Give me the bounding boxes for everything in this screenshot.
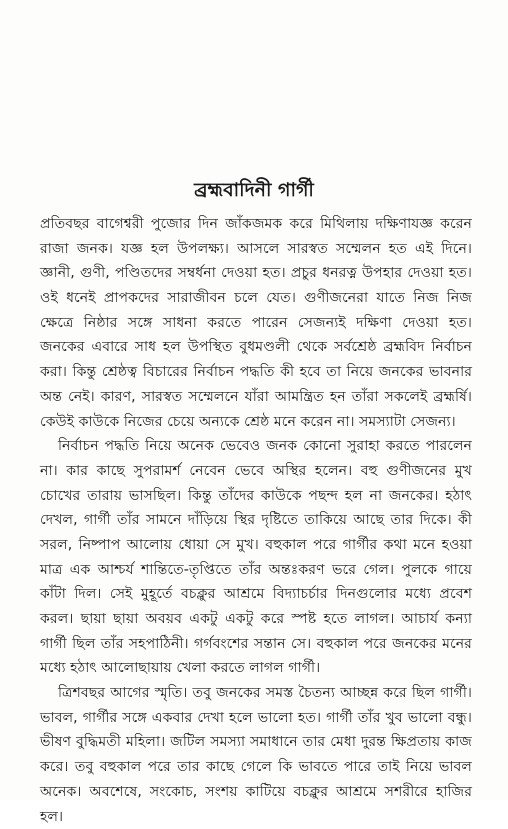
text-line: গার্গী ছিল তাঁর সহপাঠিনী। গর্গবংশের সন্তান সে। বহুকাল পরে জনকের মনের <box>40 632 472 657</box>
text-line: দেখল, গার্গী তাঁর সামনে দাঁড়িয়ে স্থির দৃষ্টিতে তাকিয়ে আছে তার দিকে। কী <box>40 508 472 533</box>
paragraph-1 <box>40 212 472 434</box>
text-line: চোখের তারায় ভাসছিল। কিন্তু তাঁদের কাউকে পছন্দ হল না জনকের। হঠাৎ <box>40 484 472 509</box>
text-line: মাত্র এক আশ্চর্য শান্তিতে-তৃপ্তিতে তাঁর অন্তঃকরণ ভরে গেল। পুলকে গায়ে <box>40 558 472 583</box>
text-line: নির্বাচন পদ্ধতি নিয়ে অনেক ভেবেও জনক কোনো সুরাহা করতে পারলেন <box>40 434 472 459</box>
text-line: জ্ঞানী, গুণী, পণ্ডিতদের সম্বর্ধনা দেওয়া হত। প্রচুর ধনরত্ন উপহার দেওয়া হত। <box>40 261 472 286</box>
text-line: মধ্যে হঠাৎ আলোছায়ায় খেলা করতে লাগল গার্গী। <box>40 656 472 681</box>
chapter-title: ব্রহ্মবাদিনী গার্গী <box>0 178 508 202</box>
text-line: ভাবল, গার্গীর সঙ্গে একবার দেখা হলে ভালো হত। গার্গী তাঁর খুব ভালো বন্ধু। <box>40 706 472 731</box>
text-line: ভীষণ বুদ্ধিমতী মহিলা। জটিল সমস্যা সমাধানে তার মেধা দুরন্ত ক্ষিপ্রতায় কাজ <box>40 730 472 755</box>
text-line: হল। <box>40 805 472 829</box>
text-line: করল। ছায়া ছায়া অবয়ব একটু একটু করে স্পষ্ট হতে লাগল। আচার্য কন্যা <box>40 607 472 632</box>
text-line: অন্ত নেই। কারণ, সারস্বত সম্মেলনে যাঁরা আমন্ত্রিত হন তাঁরা সকলেই ব্রহ্মর্ষি। <box>40 385 472 410</box>
paragraph-3 <box>40 681 472 829</box>
text-line: কেউই কাউকে নিজের চেয়ে অন্যকে শ্রেষ্ঠ মনে করেন না। সমস্যাটা সেজন্য। <box>40 410 472 435</box>
paragraph-2 <box>40 434 472 681</box>
chapter-body <box>40 212 472 829</box>
text-line: ক্ষেত্রে নিষ্ঠার সঙ্গে সাধনা করতে পারেন সেজন্যই দক্ষিণা দেওয়া হত। <box>40 311 472 336</box>
text-line: সরল, নিষ্পাপ আলোয় ধোয়া সে মুখ। বহুকাল পরে গার্গীর কথা মনে হওয়া <box>40 533 472 558</box>
text-line: জনকের এবারে সাধ হল উপস্থিত বুধমণ্ডলী থেকে সর্বশ্রেষ্ঠ ব্রহ্মবিদ নির্বাচন <box>40 335 472 360</box>
text-line: ত্রিশবছর আগের স্মৃতি। তবু জনকের সমস্ত চৈতন্য আচ্ছন্ন করে ছিল গার্গী। <box>40 681 472 706</box>
text-line: না। কার কাছে সুপরামর্শ নেবেন ভেবে অস্থির হলেন। বহু গুণীজনের মুখ <box>40 459 472 484</box>
text-line: রাজা জনক। যজ্ঞ হল উপলক্ষ্য। আসলে সারস্বত সম্মেলন হত এই দিনে। <box>40 237 472 262</box>
text-line: কাঁটা দিল। সেই মুহূর্তে বচক্লুর আশ্রমে বিদ্যাচর্চার দিনগুলোর মধ্যে প্রবেশ <box>40 582 472 607</box>
text-line: করা। কিন্তু শ্রেষ্ঠত্ব বিচারের নির্বাচন পদ্ধতি কী হবে তা নিয়ে জনকের ভাবনার <box>40 360 472 385</box>
text-line: প্রতিবছর বাগেশ্বরী পুজোর দিন জাঁকজমক করে মিথিলায় দক্ষিণাযজ্ঞ করেন <box>40 212 472 237</box>
text-line: অনেক। অবশেষে, সংকোচ, সংশয় কাটিয়ে বচক্লুর আশ্রমে সশরীরে হাজির <box>40 780 472 805</box>
text-line: ওই ধনেই প্রাপকদের সারাজীবন চলে যেত। গুণীজনেরা যাতে নিজ নিজ <box>40 286 472 311</box>
text-line: করে। তবু বহুকাল পরে তার কাছে গেলে কি ভাবতে পারে তাই নিয়ে ভাবল <box>40 755 472 780</box>
